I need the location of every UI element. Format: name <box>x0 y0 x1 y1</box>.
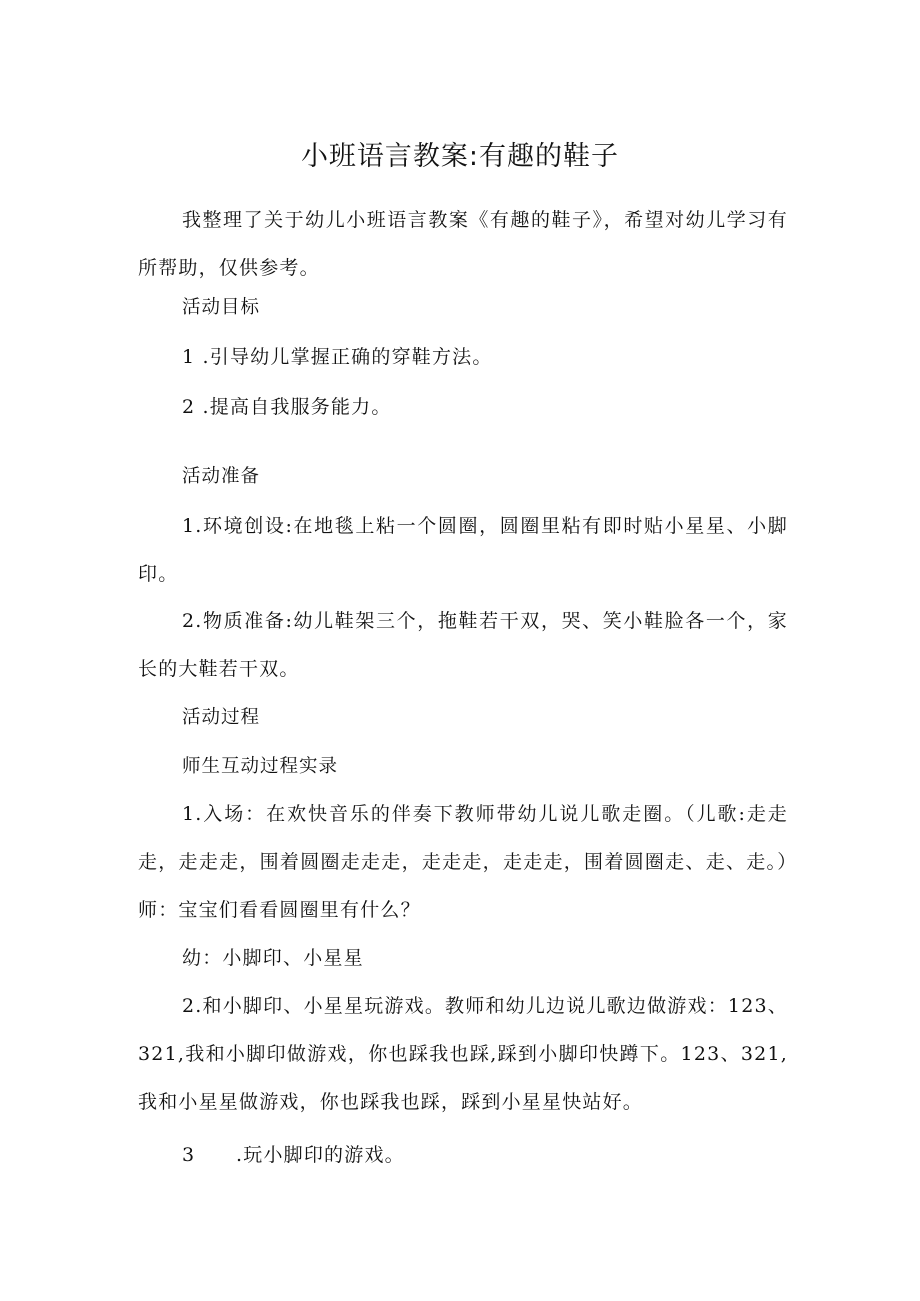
item-number: 3 <box>182 1144 196 1166</box>
intro-paragraph: 我整理了关于幼儿小班语言教案《有趣的鞋子》，希望对幼儿学习有所帮助，仅供参考。 <box>138 209 788 279</box>
prep-item-1 <box>138 502 788 598</box>
section-heading-process: 活动过程 <box>182 707 261 728</box>
item-number: 1 <box>182 803 196 825</box>
process-item-2 <box>138 982 788 1126</box>
process-item-1 <box>138 790 788 934</box>
child-answer: 幼：小脚印、小星星 <box>182 947 364 969</box>
item-text: .环境创设:在地毯上粘一个圆圈，圆圈里粘有即时贴小星星、小脚印。 <box>138 515 788 585</box>
item-text: .入场：在欢快音乐的伴奏下教师带幼儿说儿歌走圈。（儿歌:走走走，走走走，围着圆圈走走走，走走走，走走走，围着圆圈走、走、走。）师：宝宝们看看圆圈里有什么？ <box>138 803 788 921</box>
item-text: .物质准备:幼儿鞋架三个，拖鞋若干双，哭、笑小鞋脸各一个，家长的大鞋若干双。 <box>138 610 788 680</box>
item-number: 1 <box>182 346 196 368</box>
item-number: 1 <box>182 515 196 537</box>
document-title: 小班语言教案:有趣的鞋子 <box>300 141 620 172</box>
item-text: .玩小脚印的游戏。 <box>236 1144 405 1166</box>
item-number: 2 <box>182 396 196 418</box>
goal-item-2 <box>182 395 392 419</box>
goal-item-1 <box>182 345 493 369</box>
section-heading-goals: 活动目标 <box>182 297 261 318</box>
item-number: 2 <box>182 995 196 1017</box>
section-heading-preparation: 活动准备 <box>182 466 261 487</box>
item-text: .引导幼儿掌握正确的穿鞋方法。 <box>202 346 493 368</box>
item-text: .提高自我服务能力。 <box>202 396 392 418</box>
prep-item-2 <box>138 597 788 693</box>
item-text: .和小脚印、小星星玩游戏。教师和幼儿边说儿歌边做游戏：123、321,我和小脚印做游戏，你也踩我也踩,踩到小脚印快蹲下。123、321,我和小星星做游戏，你也踩我也踩，踩到小星星快站好。 <box>138 995 788 1113</box>
section-subheading-interaction: 师生互动过程实录 <box>182 756 339 777</box>
process-item-3 <box>182 1143 405 1167</box>
item-number: 2 <box>182 610 196 632</box>
